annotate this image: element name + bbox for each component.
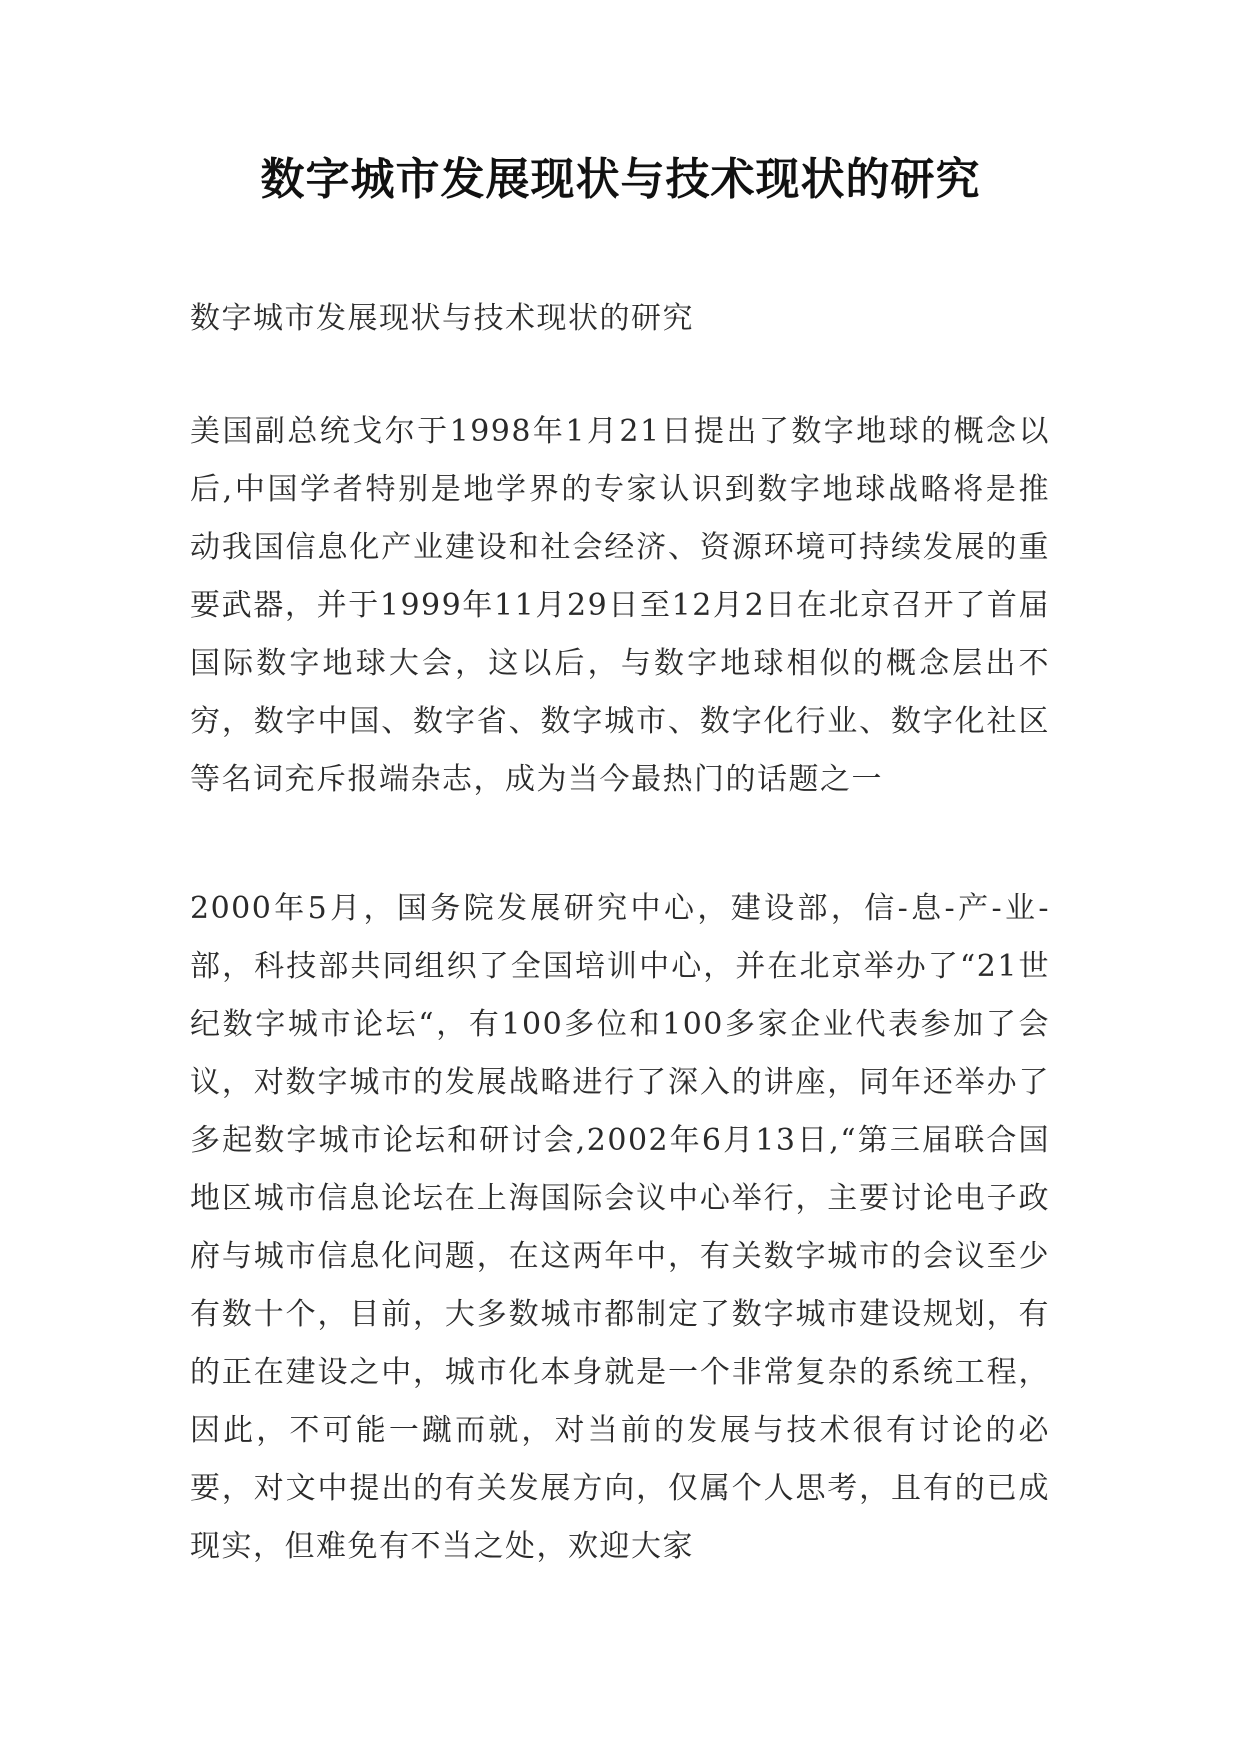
paragraph-2: 2000年5月，国务院发展研究中心，建设部，信-息-产-业-部，科技部共同组织了全国培训中心，并在北京举办了“21世纪数字城市论坛“，有100多位和100多家企业代表参加了会议，对数字城市的发展战略进行了深入的讲座，同年还举办了多起数字城市论坛和研讨会,2002年6月13日,“第三届联合国地区城市信息论坛在上海国际会议中心举行，主要讨论电子政府与城市信息化问题，在这两年中，有关数字城市的会议至少有数十个，目前，大多数城市都制定了数字城市建设规划，有的正在建设之中，城市化本身就是一个非常复杂的系统工程，因此，不可能一蹴而就，对当前的发展与技术很有讨论的必要，对文中提出的有关发展方向，仅属个人思考，且有的已成现实，但难免有不当之处，欢迎大家 [190, 891, 1050, 1564]
paragraph-1: 美国副总统戈尔于1998年1月21日提出了数字地球的概念以后,中国学者特别是地学界的专家认识到数字地球战略将是推动我国信息化产业建设和社会经济、资源环境可持续发展的重要武器，并于1999年11月29日至12月2日在北京召开了首届国际数字地球大会，这以后，与数字地球相似的概念层出不穷，数字中国、数字省、数字城市、数字化行业、数字化社区等名词充斥报端杂志，成为当今最热门的话题之一 [190, 414, 1050, 797]
page-title: 数字城市发展现状与技术现状的研究 [260, 154, 981, 205]
document-subtitle: 数字城市发展现状与技术现状的研究 [190, 301, 694, 336]
